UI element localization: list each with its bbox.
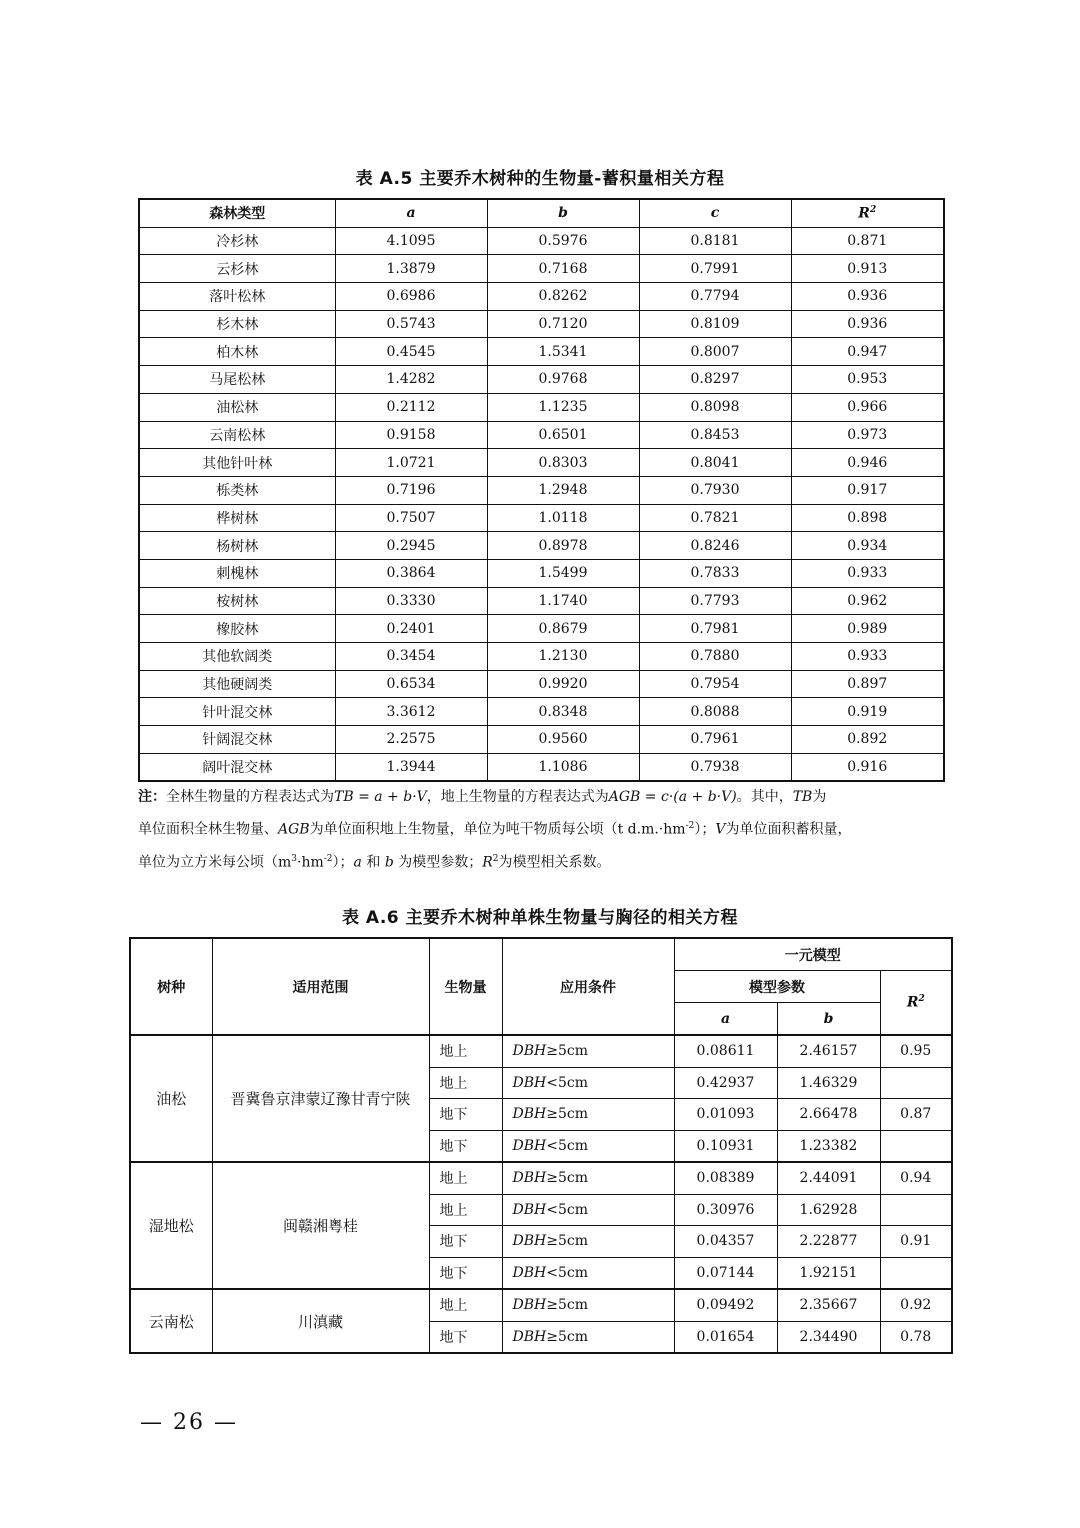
table-row (139, 726, 944, 754)
cell-forest-type: 云南松林 (139, 421, 335, 449)
cell-a: 1.3879 (335, 255, 487, 283)
cell-c: 0.8098 (639, 393, 791, 421)
cell-forest-type: 桦树林 (139, 504, 335, 532)
condition-variable: DBH (512, 1170, 547, 1187)
table-row (139, 476, 944, 504)
table-row (139, 255, 944, 283)
cell-biomass: 地下 (429, 1321, 502, 1353)
cell-b: 1.5499 (487, 559, 639, 587)
table-row (139, 366, 944, 394)
cell-condition (502, 1130, 674, 1162)
condition-variable: DBH (512, 1043, 547, 1060)
condition-threshold: ≥5cm (546, 1043, 588, 1060)
cell-condition (502, 1035, 674, 1067)
header-univariate-model: 一元模型 (674, 938, 952, 971)
cell-c: 0.7961 (639, 726, 791, 754)
cell-a: 0.01093 (674, 1099, 777, 1131)
cell-b: 1.46329 (777, 1067, 880, 1099)
table-row (130, 1289, 952, 1321)
cell-forest-type: 桉树林 (139, 587, 335, 615)
cell-species: 云南松 (130, 1289, 212, 1353)
cell-b: 2.66478 (777, 1099, 880, 1131)
cell-a: 0.3330 (335, 587, 487, 615)
cell-r2: 0.916 (791, 753, 944, 781)
table-row (139, 504, 944, 532)
cell-a: 0.6986 (335, 283, 487, 311)
cell-b: 0.9560 (487, 726, 639, 754)
cell-forest-type: 橡胶林 (139, 615, 335, 643)
cell-b: 1.0118 (487, 504, 639, 532)
cell-b: 1.1235 (487, 393, 639, 421)
header-model-params: 模型参数 (674, 971, 880, 1003)
cell-a: 0.2945 (335, 532, 487, 560)
cell-r2: 0.989 (791, 615, 944, 643)
condition-variable: DBH (512, 1074, 547, 1091)
cell-c: 0.8453 (639, 421, 791, 449)
cell-b: 0.5976 (487, 227, 639, 255)
cell-condition (502, 1226, 674, 1258)
cell-c: 0.7981 (639, 615, 791, 643)
cell-forest-type: 针阔混交林 (139, 726, 335, 754)
cell-a: 4.1095 (335, 227, 487, 255)
cell-a: 0.10931 (674, 1130, 777, 1162)
cell-r2: 0.933 (791, 643, 944, 671)
cell-r2: 0.933 (791, 559, 944, 587)
table-row (139, 559, 944, 587)
cell-forest-type: 柏木林 (139, 338, 335, 366)
cell-a: 0.04357 (674, 1226, 777, 1258)
cell-condition (502, 1162, 674, 1194)
cell-range: 川滇藏 (212, 1289, 429, 1353)
note-line-1: 注：全林生物量的方程表达式为TB = a + b·V，地上生物量的方程表达式为AGB = c·(a + b·V)。其中，TB为 (138, 789, 827, 805)
cell-a: 0.2112 (335, 393, 487, 421)
page-number: — 26 — (140, 1410, 238, 1435)
cell-r2 (880, 1194, 952, 1226)
cell-condition (502, 1194, 674, 1226)
cell-r2: 0.95 (880, 1035, 952, 1067)
cell-biomass: 地上 (429, 1289, 502, 1321)
cell-b: 1.92151 (777, 1257, 880, 1289)
header-r2: $R^2$ (791, 199, 944, 227)
header-species: 树种 (130, 938, 212, 1035)
cell-b: 2.22877 (777, 1226, 880, 1258)
cell-c: 0.7930 (639, 476, 791, 504)
cell-condition (502, 1321, 674, 1353)
cell-r2: 0.78 (880, 1321, 952, 1353)
cell-b: 0.8303 (487, 449, 639, 477)
cell-b: 0.8679 (487, 615, 639, 643)
cell-r2: 0.871 (791, 227, 944, 255)
cell-forest-type: 栎类林 (139, 476, 335, 504)
cell-r2: 0.947 (791, 338, 944, 366)
cell-forest-type: 云杉林 (139, 255, 335, 283)
cell-c: 0.8088 (639, 698, 791, 726)
table-row (139, 421, 944, 449)
header-r2: $R^2$ (880, 971, 952, 1036)
cell-c: 0.7833 (639, 559, 791, 587)
cell-r2: 0.92 (880, 1289, 952, 1321)
condition-threshold: ≥5cm (546, 1328, 588, 1345)
cell-c: 0.7880 (639, 643, 791, 671)
cell-c: 0.8007 (639, 338, 791, 366)
table-row (139, 283, 944, 311)
condition-variable: DBH (512, 1137, 547, 1154)
cell-condition (502, 1099, 674, 1131)
note-line-3: 单位为立方米每公顷$(m^3\cdot hm^{-2})$；a 和 b 为模型参数；$R^2$为模型相关系数。 (138, 853, 611, 871)
cell-b: 2.34490 (777, 1321, 880, 1353)
cell-r2: 0.946 (791, 449, 944, 477)
header-b: b (777, 1003, 880, 1036)
cell-c: 0.8109 (639, 310, 791, 338)
table-row (139, 393, 944, 421)
cell-forest-type: 其他软阔类 (139, 643, 335, 671)
cell-b: 0.8262 (487, 283, 639, 311)
table-a6-header-row-1 (130, 938, 952, 971)
cell-b: 1.23382 (777, 1130, 880, 1162)
table-row (139, 698, 944, 726)
cell-biomass: 地上 (429, 1067, 502, 1099)
table-a5-caption: 表 A.5 主要乔木树种的生物量-蓄积量相关方程 (355, 169, 725, 189)
cell-biomass: 地下 (429, 1257, 502, 1289)
cell-b: 0.9920 (487, 670, 639, 698)
table-row (130, 1162, 952, 1194)
condition-threshold: ≥5cm (546, 1297, 588, 1314)
cell-b: 1.2948 (487, 476, 639, 504)
table-row (139, 587, 944, 615)
table-row (139, 310, 944, 338)
cell-a: 0.3864 (335, 559, 487, 587)
cell-condition (502, 1257, 674, 1289)
cell-biomass: 地上 (429, 1162, 502, 1194)
cell-r2: 0.962 (791, 587, 944, 615)
cell-b: 2.46157 (777, 1035, 880, 1067)
cell-r2: 0.913 (791, 255, 944, 283)
cell-a: 0.4545 (335, 338, 487, 366)
cell-b: 0.8348 (487, 698, 639, 726)
cell-biomass: 地下 (429, 1130, 502, 1162)
cell-forest-type: 马尾松林 (139, 366, 335, 394)
cell-r2: 0.94 (880, 1162, 952, 1194)
cell-c: 0.7991 (639, 255, 791, 283)
cell-a: 0.3454 (335, 643, 487, 671)
cell-biomass: 地下 (429, 1099, 502, 1131)
cell-a: 0.30976 (674, 1194, 777, 1226)
header-a: a (674, 1003, 777, 1036)
cell-b: 1.2130 (487, 643, 639, 671)
note-line-2: 单位面积全林生物量、AGB为单位面积地上生物量，单位为吨干物质每公顷（t $d.m.\cdot hm^{-2}$）；V为单位面积蓄积量， (138, 821, 852, 838)
cell-forest-type: 杨树林 (139, 532, 335, 560)
header-c: c (639, 199, 791, 227)
table-row (139, 449, 944, 477)
condition-threshold: <5cm (546, 1264, 588, 1281)
cell-b: 1.62928 (777, 1194, 880, 1226)
cell-r2: 0.87 (880, 1099, 952, 1131)
cell-forest-type: 阔叶混交林 (139, 753, 335, 781)
cell-forest-type: 其他硬阔类 (139, 670, 335, 698)
header-condition: 应用条件 (502, 938, 674, 1035)
cell-b: 2.35667 (777, 1289, 880, 1321)
cell-c: 0.8041 (639, 449, 791, 477)
cell-c: 0.7821 (639, 504, 791, 532)
cell-b: 2.44091 (777, 1162, 880, 1194)
table-row (139, 670, 944, 698)
condition-variable: DBH (512, 1233, 547, 1250)
cell-c: 0.7954 (639, 670, 791, 698)
table-row (130, 1035, 952, 1067)
cell-b: 0.7120 (487, 310, 639, 338)
cell-range: 晋冀鲁京津蒙辽豫甘青宁陕 (212, 1035, 429, 1162)
cell-a: 0.08389 (674, 1162, 777, 1194)
cell-c: 0.7938 (639, 753, 791, 781)
cell-forest-type: 杉木林 (139, 310, 335, 338)
condition-variable: DBH (512, 1264, 547, 1281)
condition-variable: DBH (512, 1297, 547, 1314)
cell-forest-type: 冷杉林 (139, 227, 335, 255)
cell-biomass: 地上 (429, 1035, 502, 1067)
cell-biomass: 地上 (429, 1194, 502, 1226)
cell-c: 0.8181 (639, 227, 791, 255)
cell-a: 0.7507 (335, 504, 487, 532)
cell-forest-type: 刺槐林 (139, 559, 335, 587)
condition-threshold: <5cm (546, 1201, 588, 1218)
cell-a: 1.0721 (335, 449, 487, 477)
cell-forest-type: 其他针叶林 (139, 449, 335, 477)
cell-r2 (880, 1067, 952, 1099)
cell-a: 0.5743 (335, 310, 487, 338)
cell-a: 1.4282 (335, 366, 487, 394)
cell-b: 1.5341 (487, 338, 639, 366)
cell-condition (502, 1289, 674, 1321)
cell-a: 0.9158 (335, 421, 487, 449)
cell-b: 1.1086 (487, 753, 639, 781)
condition-threshold: <5cm (546, 1074, 588, 1091)
cell-c: 0.8246 (639, 532, 791, 560)
cell-a: 2.2575 (335, 726, 487, 754)
cell-r2: 0.898 (791, 504, 944, 532)
table-row (139, 753, 944, 781)
table-row (139, 615, 944, 643)
header-biomass: 生物量 (429, 938, 502, 1035)
condition-threshold: ≥5cm (546, 1233, 588, 1250)
cell-b: 0.8978 (487, 532, 639, 560)
header-range: 适用范围 (212, 938, 429, 1035)
cell-a: 0.01654 (674, 1321, 777, 1353)
table-row (139, 532, 944, 560)
cell-c: 0.7794 (639, 283, 791, 311)
cell-r2: 0.897 (791, 670, 944, 698)
cell-a: 0.6534 (335, 670, 487, 698)
table-a6-caption: 表 A.6 主要乔木树种单株生物量与胸径的相关方程 (341, 908, 739, 928)
table-a6 (129, 937, 953, 1354)
cell-a: 0.2401 (335, 615, 487, 643)
cell-c: 0.7793 (639, 587, 791, 615)
table-a5-header-row (139, 199, 944, 227)
cell-forest-type: 针叶混交林 (139, 698, 335, 726)
cell-r2: 0.936 (791, 283, 944, 311)
cell-c: 0.8297 (639, 366, 791, 394)
cell-b: 0.6501 (487, 421, 639, 449)
cell-forest-type: 油松林 (139, 393, 335, 421)
header-b: b (487, 199, 639, 227)
cell-r2: 0.91 (880, 1226, 952, 1258)
cell-a: 0.07144 (674, 1257, 777, 1289)
table-row (139, 227, 944, 255)
cell-a: 0.42937 (674, 1067, 777, 1099)
cell-species: 湿地松 (130, 1162, 212, 1289)
cell-r2: 0.936 (791, 310, 944, 338)
cell-r2: 0.966 (791, 393, 944, 421)
cell-r2: 0.973 (791, 421, 944, 449)
cell-r2: 0.892 (791, 726, 944, 754)
table-row (139, 338, 944, 366)
cell-r2 (880, 1257, 952, 1289)
cell-forest-type: 落叶松林 (139, 283, 335, 311)
condition-variable: DBH (512, 1201, 547, 1218)
cell-r2: 0.917 (791, 476, 944, 504)
cell-a: 3.3612 (335, 698, 487, 726)
condition-threshold: ≥5cm (546, 1170, 588, 1187)
cell-condition (502, 1067, 674, 1099)
table-a5-note (138, 783, 950, 877)
header-a: a (335, 199, 487, 227)
cell-a: 1.3944 (335, 753, 487, 781)
cell-r2: 0.953 (791, 366, 944, 394)
cell-a: 0.09492 (674, 1289, 777, 1321)
cell-range: 闽赣湘粤桂 (212, 1162, 429, 1289)
cell-a: 0.08611 (674, 1035, 777, 1067)
cell-b: 0.7168 (487, 255, 639, 283)
table-row (139, 643, 944, 671)
condition-variable: DBH (512, 1328, 547, 1345)
cell-biomass: 地下 (429, 1226, 502, 1258)
cell-a: 0.7196 (335, 476, 487, 504)
cell-b: 1.1740 (487, 587, 639, 615)
cell-species: 油松 (130, 1035, 212, 1162)
condition-threshold: <5cm (546, 1137, 588, 1154)
cell-r2: 0.934 (791, 532, 944, 560)
cell-r2 (880, 1130, 952, 1162)
condition-variable: DBH (512, 1106, 547, 1123)
cell-r2: 0.919 (791, 698, 944, 726)
table-a5 (138, 198, 945, 782)
header-forest-type: 森林类型 (139, 199, 335, 227)
cell-b: 0.9768 (487, 366, 639, 394)
condition-threshold: ≥5cm (546, 1106, 588, 1123)
